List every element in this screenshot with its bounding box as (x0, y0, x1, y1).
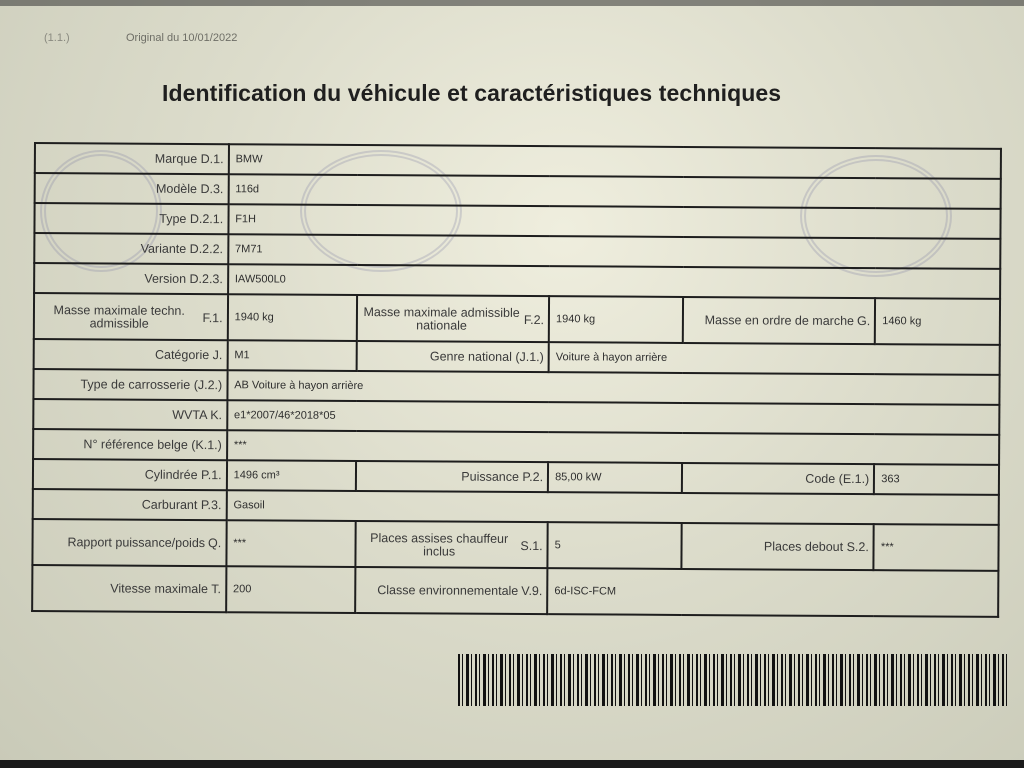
wvta-value: e1*2007/46*2018*05 (227, 400, 999, 435)
original-date: Original du 10/01/2022 (126, 32, 238, 44)
bottom-edge (0, 760, 1024, 768)
places-value: 5 (548, 522, 682, 569)
carburant-value: Gasoil (226, 490, 998, 525)
f2-value: 1940 kg (549, 296, 683, 343)
g-label: Masse en ordre de marche (704, 312, 855, 328)
debout-label: Places debout S.2. (681, 523, 874, 570)
f2-label-cell (357, 295, 549, 342)
categorie-value: M1 (227, 340, 357, 371)
code-label: Code (E.1.) (682, 463, 875, 494)
top-edge (0, 0, 1024, 6)
vitesse-label: Vitesse maximale T. (32, 565, 226, 612)
rapport-code: Q. (208, 536, 222, 551)
cylindree-label: Cylindrée P.1. (33, 459, 227, 490)
classe-code: V.9. (521, 584, 543, 599)
vitesse-value: 200 (226, 566, 356, 613)
type-label: Type D.2.1. (34, 203, 228, 234)
g-label-cell (683, 297, 876, 344)
puissance-value: 85,00 kW (548, 462, 682, 493)
g-value: 1460 kg (875, 298, 1000, 345)
categorie-label: Catégorie J. (34, 339, 228, 370)
version-label: Version D.2.3. (34, 263, 228, 294)
carrosserie-label: Type de carrosserie (J.2.) (33, 369, 227, 400)
classe-label: Classe environnementale (377, 582, 519, 598)
places-label: Places assises chauffeur inclus (370, 530, 509, 559)
classe-label-cell (355, 567, 547, 614)
g-code: G. (856, 314, 871, 329)
cylindree-value: 1496 cm³ (227, 460, 357, 491)
code-value: 363 (874, 464, 999, 495)
f1-value: 1940 kg (227, 294, 357, 341)
variante-label: Variante D.2.2. (34, 233, 228, 264)
debout-value: *** (874, 524, 999, 571)
barcode-icon (458, 654, 1010, 706)
rapport-value: *** (226, 520, 356, 567)
puissance-label: Puissance P.2. (356, 461, 548, 492)
marque-value: BMW (229, 144, 1001, 179)
row-vitesse (32, 565, 998, 617)
rapport-label: Rapport puissance/poids (67, 534, 206, 550)
row-rapport (32, 519, 998, 571)
page-title: Identification du véhicule et caractéristiques techniques (162, 80, 782, 106)
f2-code: F.2. (523, 312, 545, 327)
classe-value: 6d-ISC-FCM (547, 568, 998, 617)
wvta-label: WVTA K. (33, 399, 227, 430)
document-reference: (1.1.) (44, 32, 70, 44)
carrosserie-value: AB Voiture à hayon arrière (227, 370, 999, 405)
f2-label: Masse maximale admissible nationale (363, 304, 520, 333)
reference-value: *** (227, 430, 999, 465)
version-value: IAW500L0 (228, 264, 1000, 299)
variante-value: 7M71 (228, 234, 1000, 269)
f1-label: Masse maximale techn. admissible (53, 302, 185, 331)
row-masse (34, 293, 1000, 345)
genre-label: Genre national (J.1.) (357, 341, 549, 372)
f1-code: F.1. (202, 310, 223, 325)
carburant-label: Carburant P.3. (33, 489, 227, 520)
f1-label-cell (34, 293, 228, 340)
rapport-label-cell (32, 519, 226, 566)
modele-value: 116d (228, 174, 1000, 209)
marque-label: Marque D.1. (35, 143, 229, 174)
places-label-cell (356, 521, 548, 568)
type-value: F1H (228, 204, 1000, 239)
places-code: S.1. (520, 538, 543, 553)
reference-label: N° référence belge (K.1.) (33, 429, 227, 460)
vehicle-table (31, 142, 1002, 618)
genre-value: Voiture à hayon arrière (549, 342, 1000, 375)
modele-label: Modèle D.3. (35, 173, 229, 204)
